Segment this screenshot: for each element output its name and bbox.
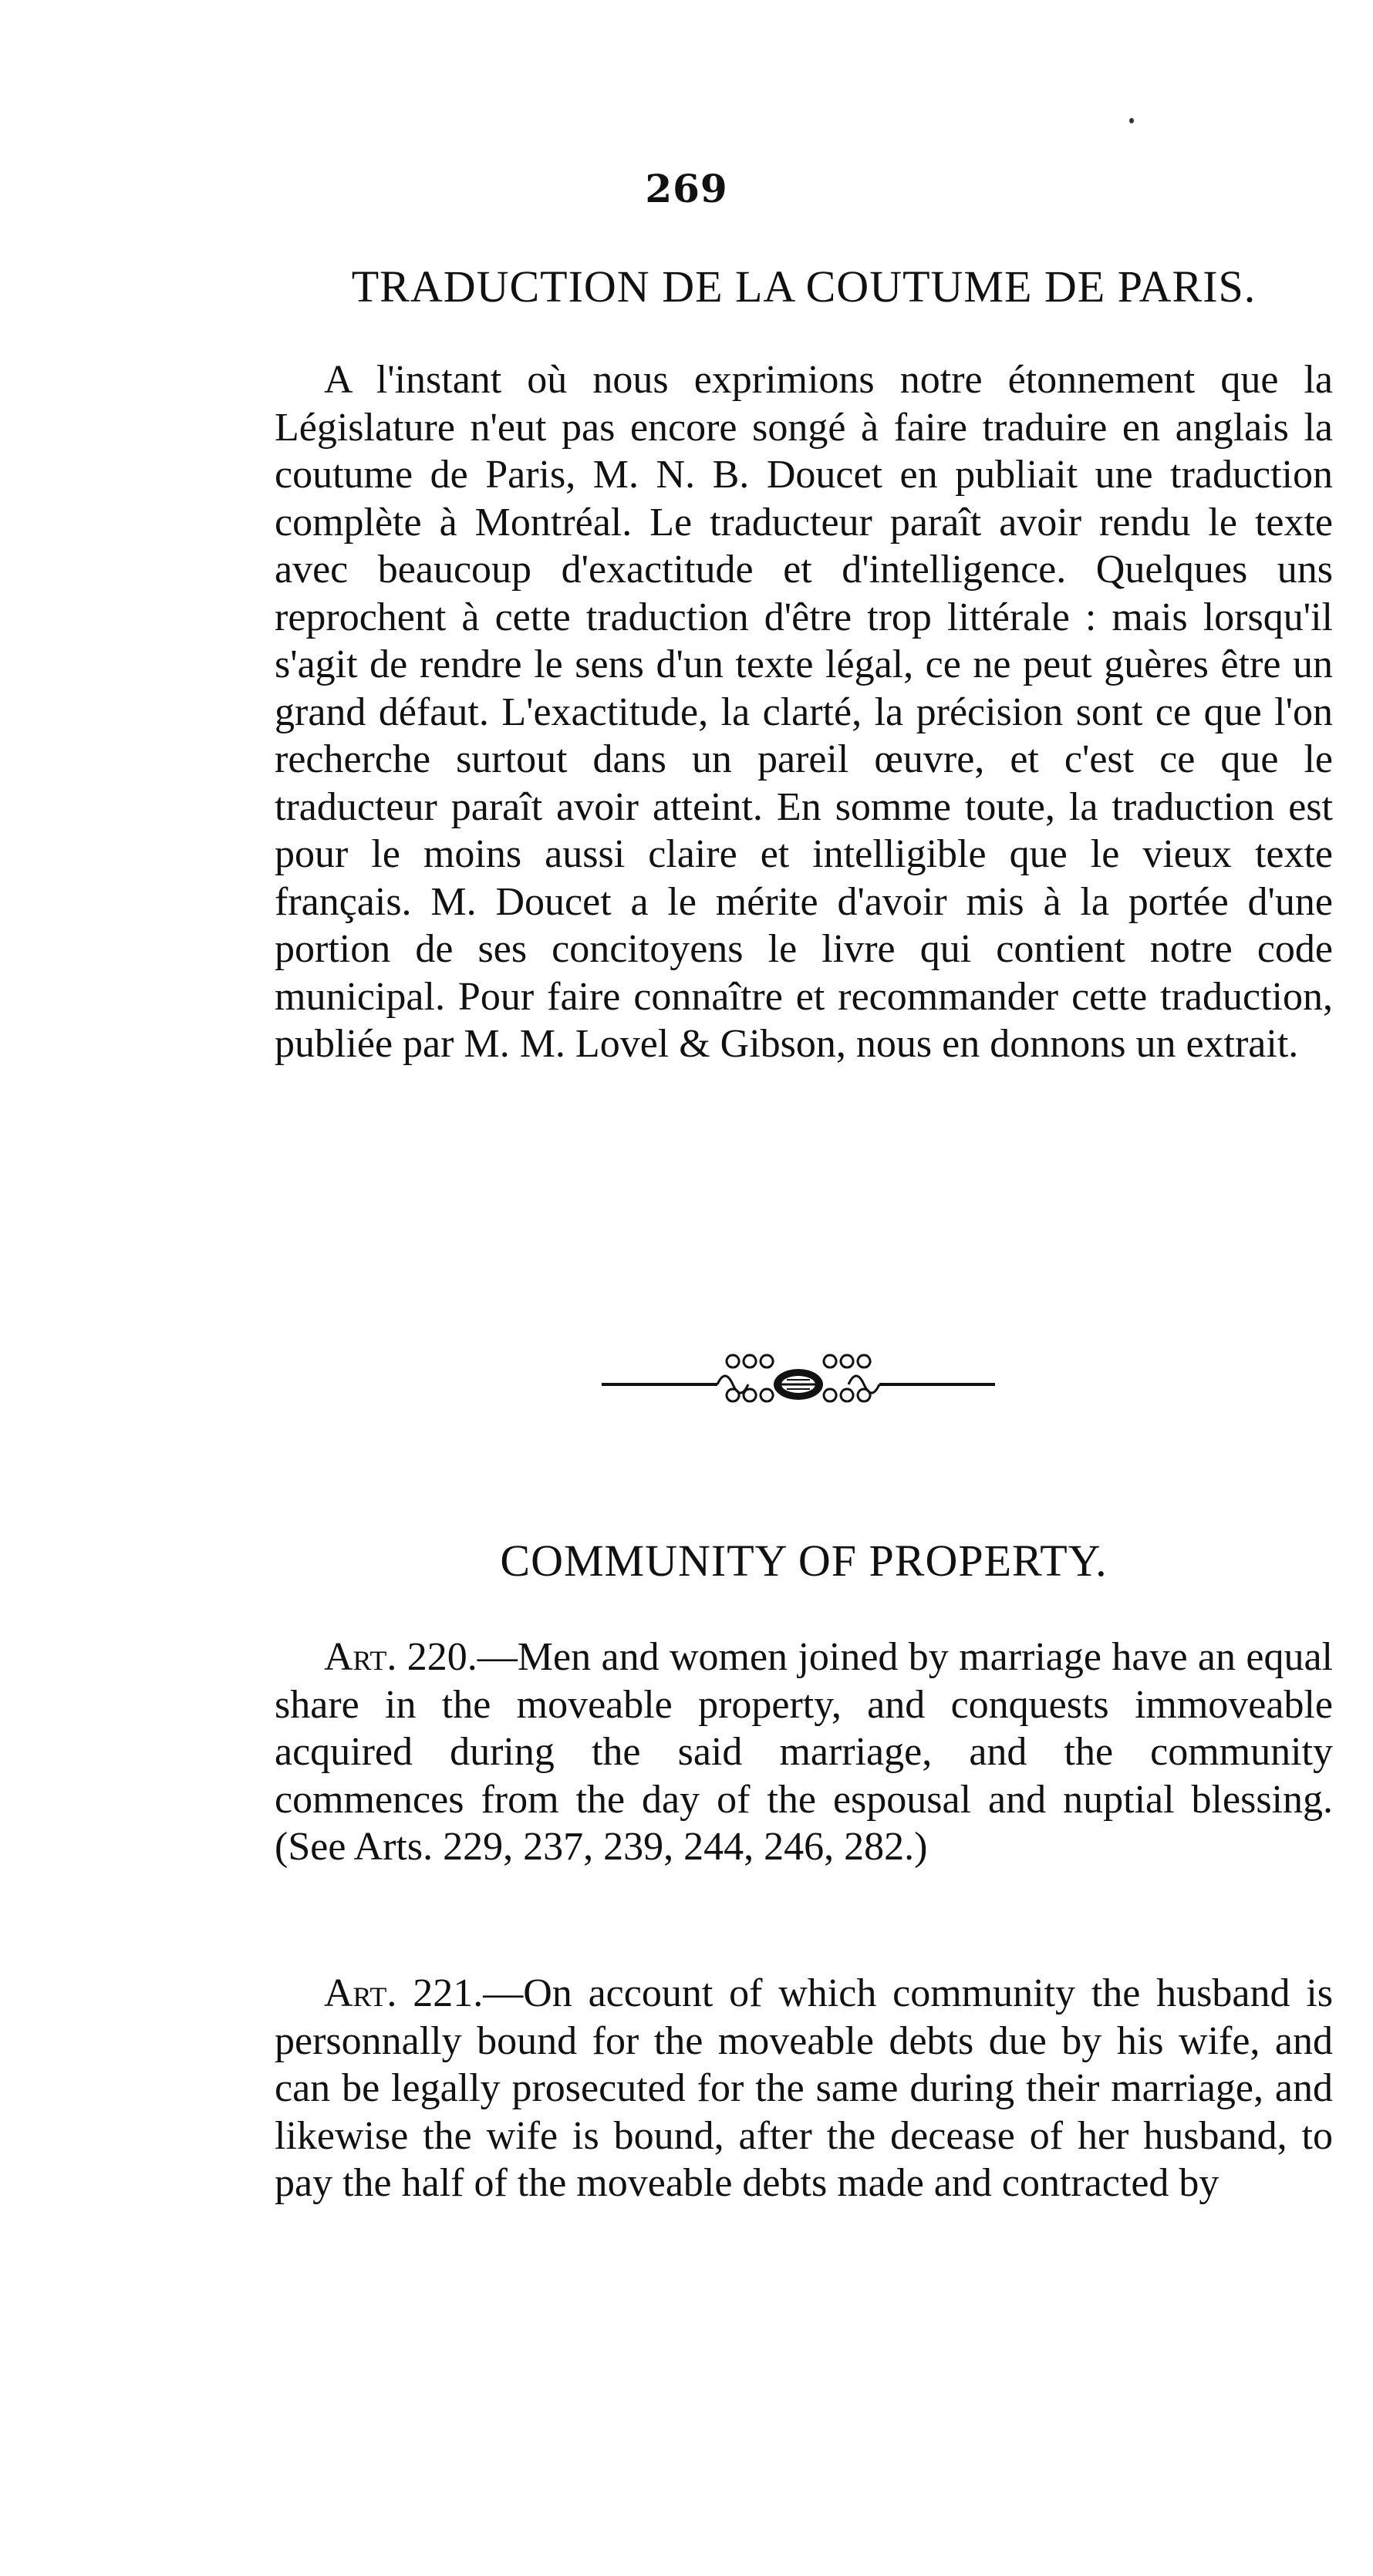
article-221-text: —On account of which community the husband is personnally bound for the moveable debts due by his wife, and can be legally prosecuted for the same during their marriage, and likewise the wife is bound, after the decease of her husband, to pay the half of the moveable debts made and contracted by [275, 1971, 1333, 2205]
article-221-label: Art. [324, 1971, 397, 2015]
french-paragraph: A l'instant où nous exprimions notre étonnement que la Législature n'eut pas encore songé à faire traduire en anglais la coutume de Paris, M. N. B. Doucet en publiait une traduction complète à Montréal. Le traducteur paraît avoir rendu le texte avec beaucoup d'exactitude et d'intelligence. Quelques uns reprochent à cette traduction d'être trop littérale : mais lorsqu'il s'agit de rendre le sens d'un texte légal, ce ne peut guères être un grand défaut. L'exactitude, la clarté, la précision sont ce que l'on recherche surtout dans un pareil œuvre, et c'est ce que le traducteur paraît avoir atteint. En somme toute, la traduction est pour le moins aussi claire et intelligible que le vieux texte français. M. Doucet a le mérite d'avoir mis à la portée d'une portion de ses concitoyens le livre qui contient notre code municipal. Pour faire connaître et recommander cette traduction, publiée par M. M. Lovel & Gibson, nous en donnons un extrait. [275, 358, 1333, 1066]
page-number: 269 [645, 166, 728, 211]
french-section-title: TRADUCTION DE LA COUTUME DE PARIS. [351, 261, 1257, 312]
article-221-number: 221. [413, 1971, 484, 2015]
print-speck [1129, 118, 1134, 123]
article-221-paragraph [275, 1970, 1333, 2207]
english-section-title: COMMUNITY OF PROPERTY. [500, 1536, 1108, 1586]
article-220-number: 220. [407, 1635, 477, 1679]
article-220-text: —Men and women joined by marriage have an equal share in the moveable property, and conquests immoveable acquired during the said marriage, and the community commences from the day of the espousal and nuptial blessing. (See Arts. 229, 237, 239, 244, 246, 282.) [275, 1635, 1333, 1869]
article-220-paragraph [275, 1634, 1333, 1871]
decorative-rule-ornament-icon [602, 1354, 995, 1415]
article-220-label: Art. [324, 1635, 397, 1679]
